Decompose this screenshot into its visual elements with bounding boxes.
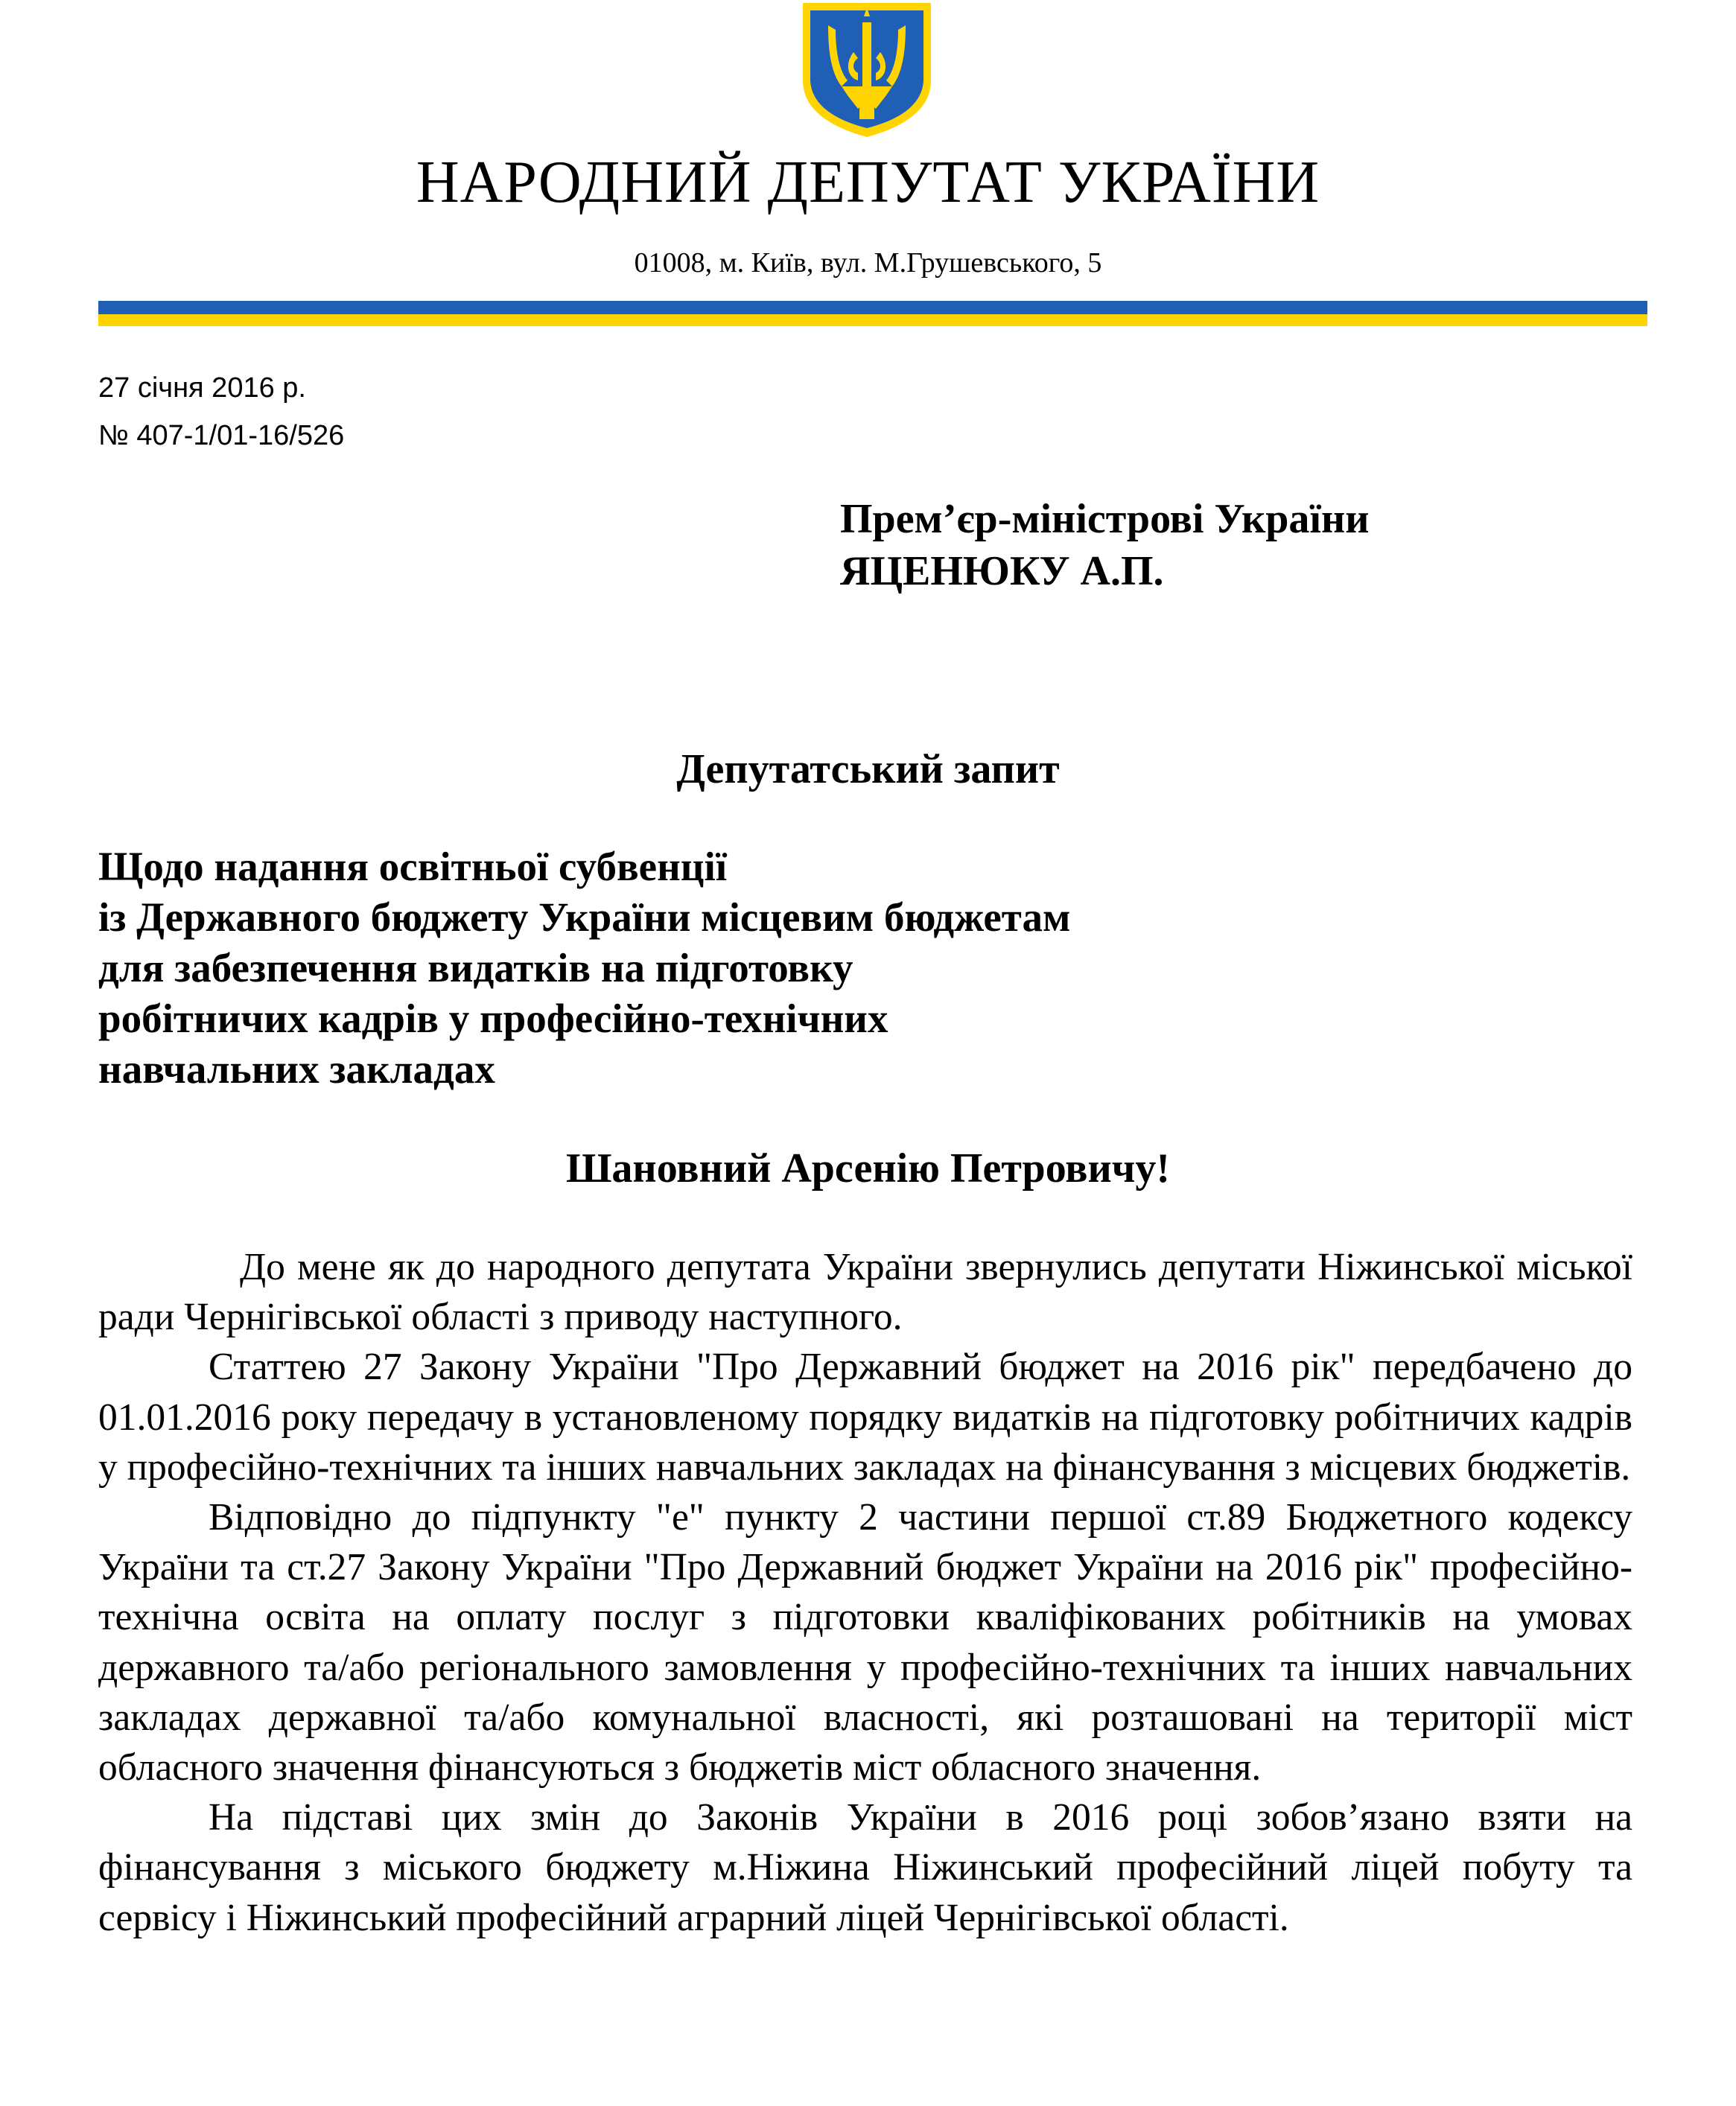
letter-body bbox=[98, 1242, 1632, 1943]
body-paragraph: Відповідно до підпункту "е" пункту 2 частини першої ст.89 Бюджетного кодексу України та ст.27 Закону України "Про Державний бюджет України на 2016 рік" професійно-технічна освіта на оплату послуг з підготовки кваліфікованих робітників на умовах державного та/або регіонального замовлення у професійно-технічних та інших навчальних закладах державної та/або комунальної власності, які розташовані на території міст обласного значення фінансуються з бюджетів міст обласного значення. bbox=[98, 1496, 1632, 1790]
coat-of-arms-icon bbox=[795, 0, 938, 139]
document-number: № 407-1/01-16/526 bbox=[98, 420, 345, 451]
subject-line: із Державного бюджету України місцевим бюджетам bbox=[98, 894, 1071, 940]
request-title: Депутатський запит bbox=[676, 746, 1060, 792]
salutation: Шановний Арсенію Петровичу! bbox=[565, 1145, 1171, 1192]
subject-line: робітничих кадрів у професійно-технічних bbox=[98, 996, 888, 1041]
flag-yellow-stripe bbox=[98, 314, 1647, 326]
body-paragraph: Статтею 27 Закону України "Про Державний бюджет на 2016 рік" передбачено до 01.01.2016 року передачу в установленому порядку видатків на підготовку робітничих кадрів у професійно-технічних та інших навчальних закладах на фінансування з місцевих бюджетів. bbox=[98, 1346, 1632, 1489]
office-address: 01008, м. Київ, вул. М.Грушевського, 5 bbox=[634, 247, 1102, 279]
addressee-name: ЯЦЕНЮКУ А.П. bbox=[840, 548, 1164, 594]
request-subject bbox=[98, 842, 1070, 1095]
subject-line: навчальних закладах bbox=[98, 1046, 495, 1092]
flag-blue-stripe bbox=[98, 301, 1647, 314]
flag-divider bbox=[98, 301, 1647, 326]
subject-line: Щодо надання освітньої субвенції bbox=[98, 844, 728, 889]
document-date: 27 січня 2016 р. bbox=[98, 372, 306, 404]
addressee-position: Прем’єр-міністрові України bbox=[840, 496, 1370, 542]
page-title: НАРОДНИЙ ДЕПУТАТ УКРАЇНИ bbox=[416, 150, 1320, 215]
body-paragraph: На підставі цих змін до Законів України в 2016 році зобов’язано взяти на фінансування з міського бюджету м.Ніжина Ніжинський професійний ліцей побуту та сервісу і Ніжинський професійний аграрний ліцей Чернігівської області. bbox=[98, 1796, 1632, 1939]
body-paragraph: До мене як до народного депутата України звернулись депутати Ніжинської міської ради Чернігівської області з приводу наступного. bbox=[98, 1246, 1632, 1339]
subject-line: для забезпечення видатків на підготовку bbox=[98, 945, 853, 990]
